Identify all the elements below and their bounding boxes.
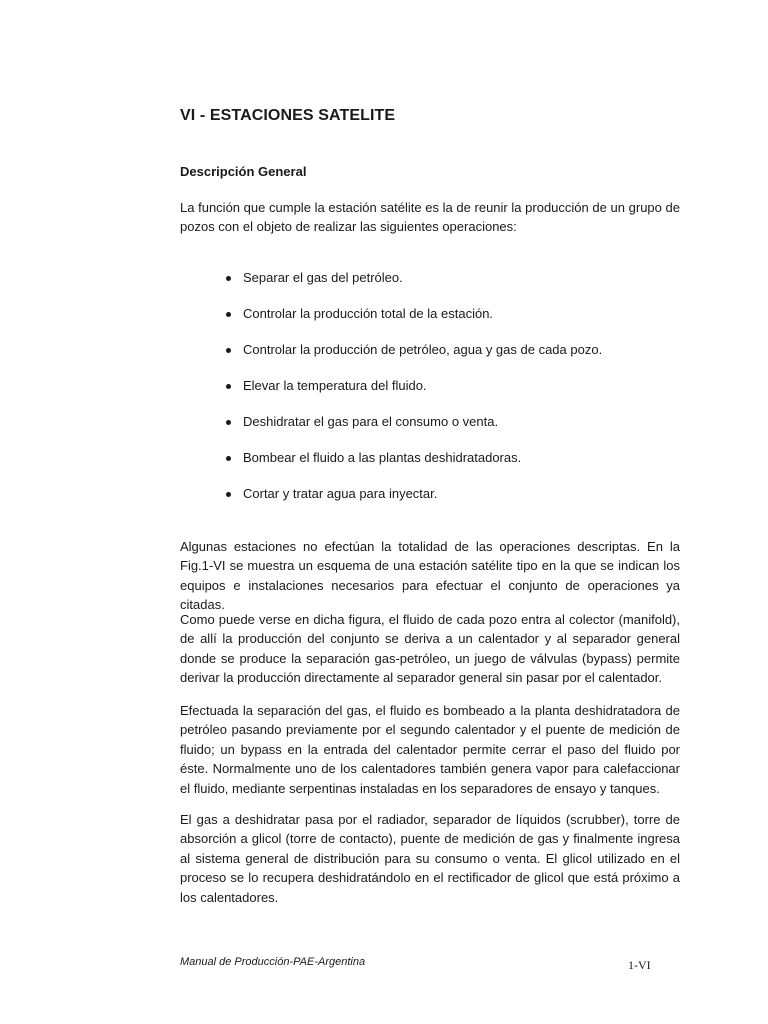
list-item-text: Deshidratar el gas para el consumo o venta. — [243, 414, 499, 429]
operations-list — [226, 270, 602, 522]
page-number: 1-VI — [628, 958, 651, 972]
intro-paragraph: La función que cumple la estación satélite es la de reunir la producción de un grupo de pozos con el objeto de realizar las siguientes operaciones: — [180, 200, 680, 235]
list-item-text: Bombear el fluido a las plantas deshidratadoras. — [243, 450, 522, 465]
list-item — [226, 342, 602, 378]
bullet-icon — [226, 456, 231, 461]
list-item-text: Separar el gas del petróleo. — [243, 270, 403, 285]
list-item — [226, 378, 602, 414]
bullet-icon — [226, 312, 231, 317]
list-item-text: Elevar la temperatura del fluido. — [243, 378, 427, 393]
section-heading: Descripción General — [180, 164, 307, 179]
list-item — [226, 486, 602, 522]
bullet-icon — [226, 420, 231, 425]
footer-manual-title: Manual de Producción-PAE-Argentina — [180, 956, 366, 968]
list-item — [226, 450, 602, 486]
body-paragraph: El gas a deshidratar pasa por el radiador, separador de líquidos (scrubber), torre de absorción a glicol (torre de contacto), puente de medición de gas y finalmente ingresa al sistema general de distribución para su consumo o venta. El glicol utilizado en el proceso se lo recupera deshidratándolo en el rectificador de glicol que está próximo a los calentadores. — [180, 812, 680, 905]
bullet-icon — [226, 384, 231, 389]
list-item-text: Cortar y tratar agua para inyectar. — [243, 486, 438, 501]
list-item — [226, 414, 602, 450]
bullet-icon — [226, 348, 231, 353]
body-paragraph: Como puede verse en dicha figura, el fluido de cada pozo entra al colector (manifold), de allí la producción del conjunto se deriva a un calentador y al separador general donde se produce la separación gas-petróleo, un juego de válvulas (bypass) permite derivar la producción directamente al separador general sin pasar por el calentador. — [180, 612, 680, 686]
body-paragraph: Efectuada la separación del gas, el fluido es bombeado a la planta deshidratadora de petróleo pasando previamente por el segundo calentador y el puente de medición de fluido; un bypass en la entrada del calentador permite cerrar el paso del fluido por éste. Normalmente uno de los calentadores también genera vapor para calefaccionar el fluido, mediante serpentinas instaladas en los separadores de ensayo y tanques. — [180, 703, 680, 796]
chapter-title: VI - ESTACIONES SATELITE — [180, 107, 396, 124]
list-item-text: Controlar la producción de petróleo, agua y gas de cada pozo. — [243, 342, 603, 357]
list-item — [226, 306, 602, 342]
bullet-icon — [226, 276, 231, 281]
body-paragraph: Algunas estaciones no efectúan la totalidad de las operaciones descriptas. En la Fig.1-VI se muestra un esquema de una estación satélite tipo en la que se indican los equipos e instalaciones necesarios para efectuar el conjunto de operaciones ya citadas. — [180, 539, 680, 613]
list-item — [226, 270, 602, 306]
bullet-icon — [226, 492, 231, 497]
list-item-text: Controlar la producción total de la estación. — [243, 306, 494, 321]
